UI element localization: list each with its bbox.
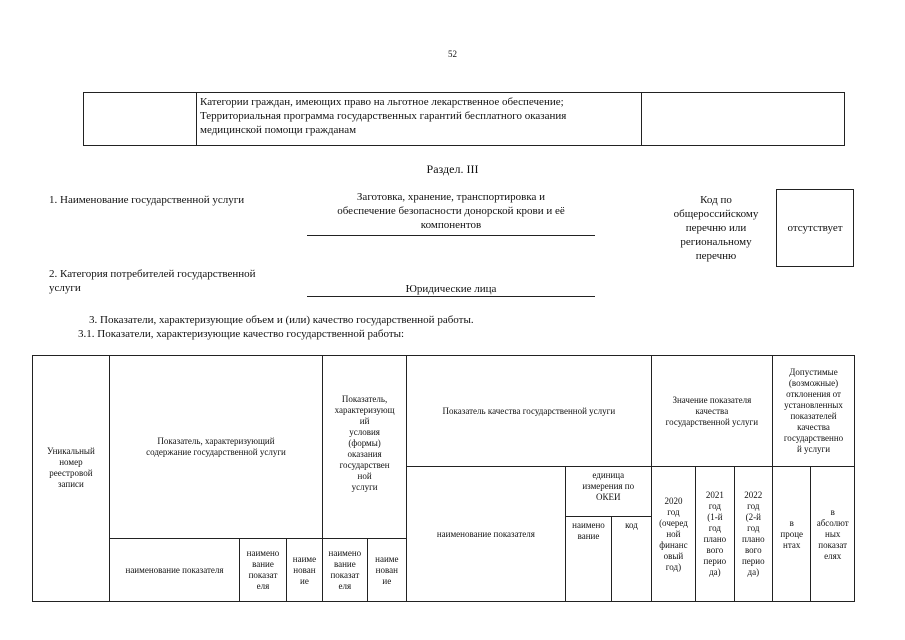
header-line: наимено bbox=[572, 520, 605, 530]
header-line: овый bbox=[663, 550, 684, 561]
unit-okei-header bbox=[565, 467, 651, 517]
header-line: еля bbox=[256, 581, 270, 591]
header-line: государствен bbox=[339, 460, 390, 470]
consumer-category-label bbox=[49, 267, 256, 295]
header-line: наимено bbox=[328, 548, 362, 558]
service-name-line: Заготовка, хранение, транспортировка и bbox=[356, 191, 546, 203]
header-line: финанс bbox=[659, 539, 688, 550]
service-name-line: компонентов bbox=[420, 219, 482, 231]
header-line: содержание государственной услуги bbox=[146, 447, 286, 457]
header-line: ных bbox=[825, 528, 841, 539]
content-indicator-header bbox=[109, 356, 322, 539]
header-line: год bbox=[747, 523, 760, 533]
code-label-line: перечню bbox=[695, 250, 737, 262]
header-line: год bbox=[708, 523, 722, 533]
header-line: вание bbox=[252, 559, 274, 569]
unit-code-header: код bbox=[612, 517, 651, 602]
header-line: услуги bbox=[351, 482, 378, 492]
categories-line: медицинской помощи гражданам bbox=[200, 124, 357, 136]
header-line: ОКЕИ bbox=[595, 492, 621, 502]
code-label-line: Код по bbox=[700, 194, 732, 206]
header-line: качества bbox=[797, 422, 830, 432]
code-label bbox=[660, 193, 772, 263]
code-label-line: перечню или bbox=[685, 222, 747, 234]
header-line: ной bbox=[666, 528, 681, 539]
header-line: перио bbox=[741, 556, 765, 566]
sub-name-indicator-header bbox=[240, 539, 287, 602]
header-line: перио bbox=[703, 556, 727, 566]
header-line: да) bbox=[709, 567, 721, 577]
header-line: Показатель, характеризующий bbox=[157, 436, 275, 446]
header-line: установленных bbox=[784, 400, 843, 410]
header-line: плано bbox=[741, 534, 765, 544]
header-line: в bbox=[830, 506, 835, 517]
header-line: нован bbox=[375, 564, 398, 575]
header-line: качества bbox=[695, 405, 729, 416]
header-line: год bbox=[667, 506, 680, 517]
year-2020-header bbox=[651, 467, 695, 602]
header-line: год bbox=[747, 501, 760, 511]
header-line: абсолют bbox=[816, 517, 849, 528]
header-line: показат bbox=[248, 570, 278, 580]
header-line: год bbox=[708, 501, 722, 511]
header-line: оказания bbox=[347, 449, 382, 459]
quality-indicators-table bbox=[32, 355, 855, 602]
header-line: 2022 bbox=[744, 490, 763, 500]
header-line: реестровой bbox=[49, 468, 93, 478]
header-line: Уникальный bbox=[47, 446, 95, 456]
header-line: Показатель, bbox=[341, 394, 388, 404]
header-line: вого bbox=[706, 545, 724, 555]
header-line: (2-й bbox=[745, 512, 761, 522]
header-line: (очеред bbox=[659, 517, 688, 528]
sub-cond-name-indicator-header bbox=[323, 539, 367, 602]
header-line: Допустимые bbox=[789, 367, 838, 377]
header-line: государственной услуги bbox=[665, 416, 759, 427]
page-number: 52 bbox=[448, 49, 457, 59]
header-line: отклонения от bbox=[786, 389, 841, 399]
deviation-absolute-header bbox=[811, 467, 855, 602]
header-line: год) bbox=[665, 561, 682, 572]
header-line: вание bbox=[333, 559, 356, 569]
service-name-value bbox=[307, 190, 595, 232]
deviation-percent-header bbox=[773, 467, 811, 602]
header-line: елях bbox=[824, 550, 842, 561]
header-line: ие bbox=[300, 575, 309, 586]
header-line: й услуги bbox=[796, 444, 831, 454]
header-line: да) bbox=[747, 567, 760, 577]
service-name-underline bbox=[307, 235, 595, 236]
header-line: номер bbox=[59, 457, 83, 467]
deviations-header bbox=[773, 356, 855, 467]
unit-name-header bbox=[565, 517, 612, 602]
consumer-category-value: Юридические лица bbox=[405, 283, 497, 295]
header-line: показат bbox=[330, 570, 360, 580]
consumer-category-line: 2. Категория потребителей государственной bbox=[49, 268, 256, 280]
header-line: вание bbox=[577, 531, 600, 541]
header-line: в bbox=[789, 517, 794, 528]
header-line: вого bbox=[744, 545, 762, 555]
consumer-category-line: услуги bbox=[49, 282, 81, 294]
conditions-indicator-header bbox=[323, 356, 407, 539]
header-line: условия bbox=[349, 427, 380, 437]
year-2022-header bbox=[734, 467, 772, 602]
code-box bbox=[776, 189, 854, 267]
header-line: (возможные) bbox=[788, 378, 839, 388]
code-label-line: общероссийскому bbox=[673, 208, 759, 220]
categories-box-divider bbox=[641, 93, 642, 145]
header-line: 2021 bbox=[705, 490, 724, 500]
categories-line: Территориальная программа государственных гарантий бесплатного оказания bbox=[200, 110, 567, 122]
indicators-heading: 3. Показатели, характеризующие объем и (или) качество государственной работы. bbox=[89, 314, 474, 326]
header-line: наиме bbox=[375, 553, 399, 564]
categories-box-empty-left bbox=[84, 93, 197, 145]
header-line: плано bbox=[703, 534, 727, 544]
code-label-line: региональному bbox=[680, 236, 752, 248]
header-line: записи bbox=[57, 479, 84, 489]
sub-name-header bbox=[286, 539, 322, 602]
header-line: Значение показателя bbox=[672, 394, 752, 405]
indicator-name-header: наименование показателя bbox=[407, 467, 566, 602]
header-line: показателей bbox=[790, 411, 837, 421]
section-title: Раздел. III bbox=[426, 162, 479, 176]
header-line: государственно bbox=[783, 433, 844, 443]
consumer-category-underline bbox=[307, 296, 595, 297]
header-line: наиме bbox=[292, 553, 317, 564]
categories-box bbox=[83, 92, 845, 146]
header-line: нтах bbox=[783, 539, 801, 550]
header-line: ной bbox=[357, 471, 372, 481]
header-line: еля bbox=[338, 581, 352, 591]
header-line: показат bbox=[818, 539, 848, 550]
unique-number-header bbox=[33, 356, 110, 602]
code-value: отсутствует bbox=[787, 222, 843, 234]
quality-indicators-heading: 3.1. Показатели, характеризующие качество государственной работы: bbox=[78, 328, 405, 340]
quality-value-header bbox=[651, 356, 772, 467]
year-2021-header bbox=[696, 467, 734, 602]
header-line: характеризующ bbox=[334, 405, 395, 415]
header-line: ие bbox=[382, 575, 392, 586]
quality-indicator-header: Показатель качества государственной услуги bbox=[407, 356, 652, 467]
sub-cond-name-header bbox=[367, 539, 406, 602]
categories-box-text bbox=[197, 95, 644, 137]
sub-indicator-name-header: наименование показателя bbox=[109, 539, 239, 602]
header-line: единица bbox=[592, 470, 625, 480]
categories-line: Категории граждан, имеющих право на льготное лекарственное обеспечение; bbox=[200, 96, 564, 108]
header-line: проце bbox=[780, 528, 804, 539]
header-line: нован bbox=[293, 564, 316, 575]
header-line: ий bbox=[359, 416, 370, 426]
header-line: (формы) bbox=[348, 438, 381, 448]
service-name-line: обеспечение безопасности донорской крови и её bbox=[337, 205, 565, 217]
service-name-label: 1. Наименование государственной услуги bbox=[49, 194, 245, 206]
header-line: (1-й bbox=[707, 512, 723, 522]
header-line: 2020 bbox=[664, 495, 683, 506]
header-line: наимено bbox=[246, 548, 280, 558]
header-line: измерения по bbox=[582, 481, 635, 491]
